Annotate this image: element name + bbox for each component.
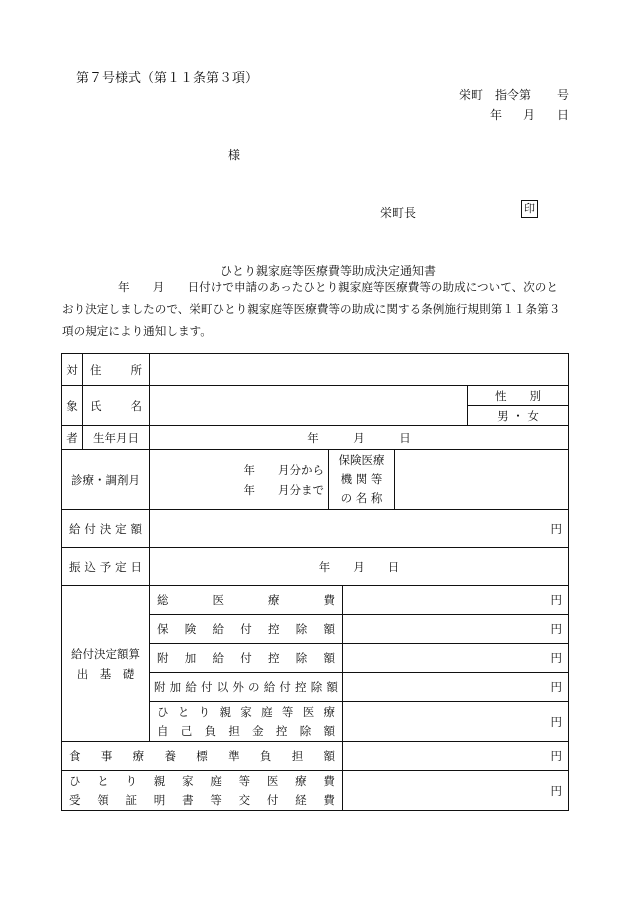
period-from: 年 月分から: [243, 462, 324, 477]
birth-value: 年 月 日: [150, 426, 569, 450]
notice-number-suffix: 号: [557, 88, 570, 102]
name-field: [150, 386, 468, 426]
issuer: 栄町長: [380, 206, 417, 220]
basis-label-line-2: 出 基 礎: [76, 666, 135, 681]
basis-item-copay-yen: 円: [343, 702, 569, 742]
document-title: ひとり親家庭等医療費等助成決定通知書: [220, 264, 437, 278]
subject-char-2: 象: [62, 386, 83, 426]
cert-fee-label: ひ と り 親 家 庭 等 医 療 費 受 領 証 明 書 等 交 付 経 費: [62, 771, 343, 811]
basis-item-other: 附 加 給 付 以 外 の 給 付 控 除 額: [150, 673, 343, 702]
basis-item-insurance-yen: 円: [343, 615, 569, 644]
subject-char-1: 対: [62, 354, 83, 386]
name-label: 氏 名: [83, 386, 150, 426]
institution-label-line-3: の 名 称: [340, 491, 383, 505]
notice-table: [61, 353, 569, 811]
birth-label: 生年月日: [83, 426, 150, 450]
body-text: 年 月 日付けで申請のあったひとり親家庭等医療費等の助成について、次のとおり決定しましたので、栄町ひとり親家庭等医療費等の助成に関する条例施行規則第１１条第３項の規定により通知します。: [62, 280, 561, 338]
period-label: 診療・調剤月: [62, 450, 150, 510]
institution-field: [395, 450, 569, 510]
basis-item-additional-yen: 円: [343, 644, 569, 673]
institution-label-line-1: 保険医療: [338, 453, 385, 467]
benefit-amount-yen: 円: [150, 510, 569, 548]
institution-label: [329, 450, 395, 510]
gender-label: 性 別: [468, 386, 569, 406]
period-value: [150, 450, 329, 510]
notice-date-month: 月: [523, 108, 536, 122]
transfer-label: 振 込 予 定 日: [62, 548, 150, 586]
basis-item-insurance: 保 険 給 付 控 除 額: [150, 615, 343, 644]
basis-label-line-1: 給付決定額算: [71, 646, 140, 661]
cert-fee-yen: 円: [343, 771, 569, 811]
recipient-honorific: 様: [228, 148, 241, 162]
basis-item-total-yen: 円: [343, 586, 569, 615]
form-number: 第７号様式（第１１条第３項）: [76, 71, 259, 86]
institution-label-line-2: 機 関 等: [340, 472, 383, 486]
address-label: 住 所: [83, 354, 150, 386]
notice-date-day: 日: [557, 108, 570, 122]
basis-item-other-yen: 円: [343, 673, 569, 702]
notice-number-label: 栄町 指令第: [459, 88, 532, 102]
basis-item-additional: 附 加 給 付 控 除 額: [150, 644, 343, 673]
address-field: [150, 354, 569, 386]
gender-value: 男 ・ 女: [468, 406, 569, 426]
notice-date-year: 年: [490, 108, 503, 122]
transfer-value: 年 月 日: [150, 548, 569, 586]
period-to: 年 月分まで: [243, 482, 324, 497]
seal-stamp: 印: [521, 200, 538, 218]
benefit-amount-label: 給 付 決 定 額: [62, 510, 150, 548]
basis-item-total: 総 医 療 費: [150, 586, 343, 615]
meal-label: 食 事 療 養 標 準 負 担 額: [62, 742, 343, 771]
meal-yen: 円: [343, 742, 569, 771]
basis-label: [62, 586, 150, 742]
subject-char-3: 者: [62, 426, 83, 450]
basis-item-copay: ひ と り 親 家 庭 等 医 療 自 己 負 担 金 控 除 額: [150, 702, 343, 742]
